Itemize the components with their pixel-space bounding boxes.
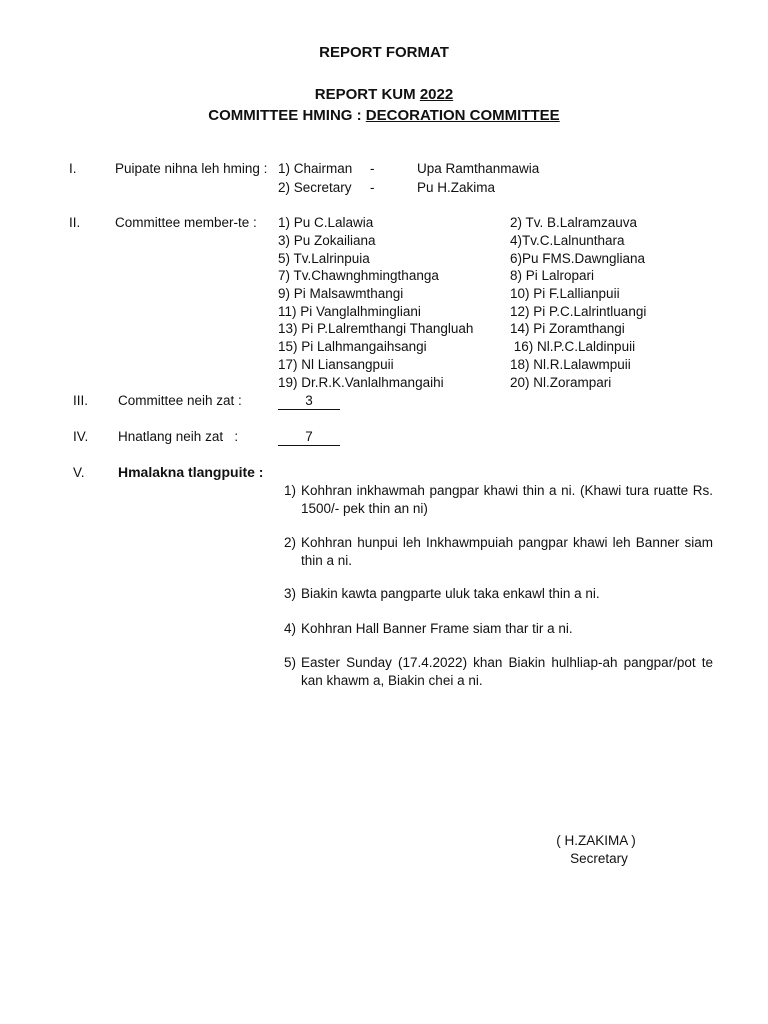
activity-text: Biakin kawta pangparte uluk taka enkawl thin a ni. (301, 586, 600, 601)
member-item: 17) Nl Liansangpuii (278, 357, 394, 372)
member-item: 10) Pi F.Lallianpuii (510, 286, 620, 301)
committee-hming-value: DECORATION COMMITTEE (365, 107, 560, 124)
activity-number: 1) (284, 483, 297, 498)
section3-label: Committee neih zat : (118, 393, 242, 408)
member-item: 7) Tv.Chawnghmingthanga (278, 268, 439, 283)
section4-label: Hnatlang neih zat : (118, 429, 239, 444)
chairman-dash: - (370, 161, 375, 176)
activity-number: 4) (284, 621, 297, 636)
member-item: 16) Nl.P.C.Laldinpuii (510, 339, 636, 354)
member-item: 8) Pi Lalropari (510, 268, 595, 283)
report-kum-year: 2022 (419, 86, 454, 103)
chairman-role: 1) Chairman (278, 161, 353, 176)
member-item: 13) Pi P.Lalremthangi Thangluah (278, 321, 474, 336)
secretary-role: 2) Secretary (278, 180, 352, 195)
member-item: 3) Pu Zokailiana (278, 233, 376, 248)
member-item: 5) Tv.Lalrinpuia (278, 251, 370, 266)
member-item: 11) Pi Vanglalhmingliani (278, 304, 421, 319)
secretary-name: Pu H.Zakima (417, 180, 496, 195)
section5-label: Hmalakna tlangpuite : (118, 464, 264, 480)
member-item: 4)Tv.C.Lalnunthara (510, 233, 625, 248)
section4-numeral: IV. (73, 429, 89, 444)
committee-name-heading (0, 107, 768, 125)
member-item: 9) Pi Malsawmthangi (278, 286, 404, 301)
member-item: 15) Pi Lalhmangaihsangi (278, 339, 427, 354)
page-title: REPORT FORMAT (319, 44, 449, 61)
activity-text: Kohhran inkhawmah pangpar khawi thin a ni. (Khawi tura ruatte Rs. 1500/- pek thin an ni) (301, 483, 713, 516)
report-kum-heading (0, 86, 768, 104)
activity-text: Kohhran hunpui leh Inkhawmpuiah pangpar khawi leh Banner siam thin a ni. (301, 535, 713, 568)
section1-label: Puipate nihna leh hming : (115, 161, 268, 176)
section3-numeral: III. (73, 393, 89, 408)
member-item: 2) Tv. B.Lalramzauva (510, 215, 638, 230)
signature-title: Secretary (570, 851, 628, 866)
member-item: 12) Pi P.C.Lalrintluangi (510, 304, 647, 319)
member-item: 6)Pu FMS.Dawngliana (510, 251, 646, 266)
activity-number: 2) (284, 535, 297, 550)
member-item: 18) Nl.R.Lalawmpuii (510, 357, 631, 372)
activity-text: Kohhran Hall Banner Frame siam thar tir a ni. (301, 621, 573, 636)
activity-number: 5) (284, 655, 297, 670)
member-item: 14) Pi Zoramthangi (510, 321, 625, 336)
committee-count-value: 3 (278, 392, 340, 410)
hnatlang-count-value: 7 (278, 428, 340, 446)
secretary-dash: - (370, 180, 375, 195)
report-kum-label: REPORT KUM (314, 86, 416, 103)
section2-label: Committee member-te : (115, 215, 257, 230)
section2-numeral: II. (69, 215, 81, 230)
section5-numeral: V. (73, 465, 85, 480)
committee-hming-label: COMMITTEE HMING : (208, 107, 362, 124)
member-item: 20) Nl.Zorampari (510, 375, 612, 390)
activity-number: 3) (284, 586, 297, 601)
signature-name: ( H.ZAKIMA ) (556, 833, 636, 848)
member-item: 19) Dr.R.K.Vanlalhmangaihi (278, 375, 444, 390)
member-item: 1) Pu C.Lalawia (278, 215, 374, 230)
activity-text: Easter Sunday (17.4.2022) khan Biakin hulhliap-ah pangpar/pot te kan khawm a, Biakin chei a ni. (301, 655, 713, 688)
section1-numeral: I. (69, 161, 77, 176)
chairman-name: Upa Ramthanmawia (417, 161, 540, 176)
